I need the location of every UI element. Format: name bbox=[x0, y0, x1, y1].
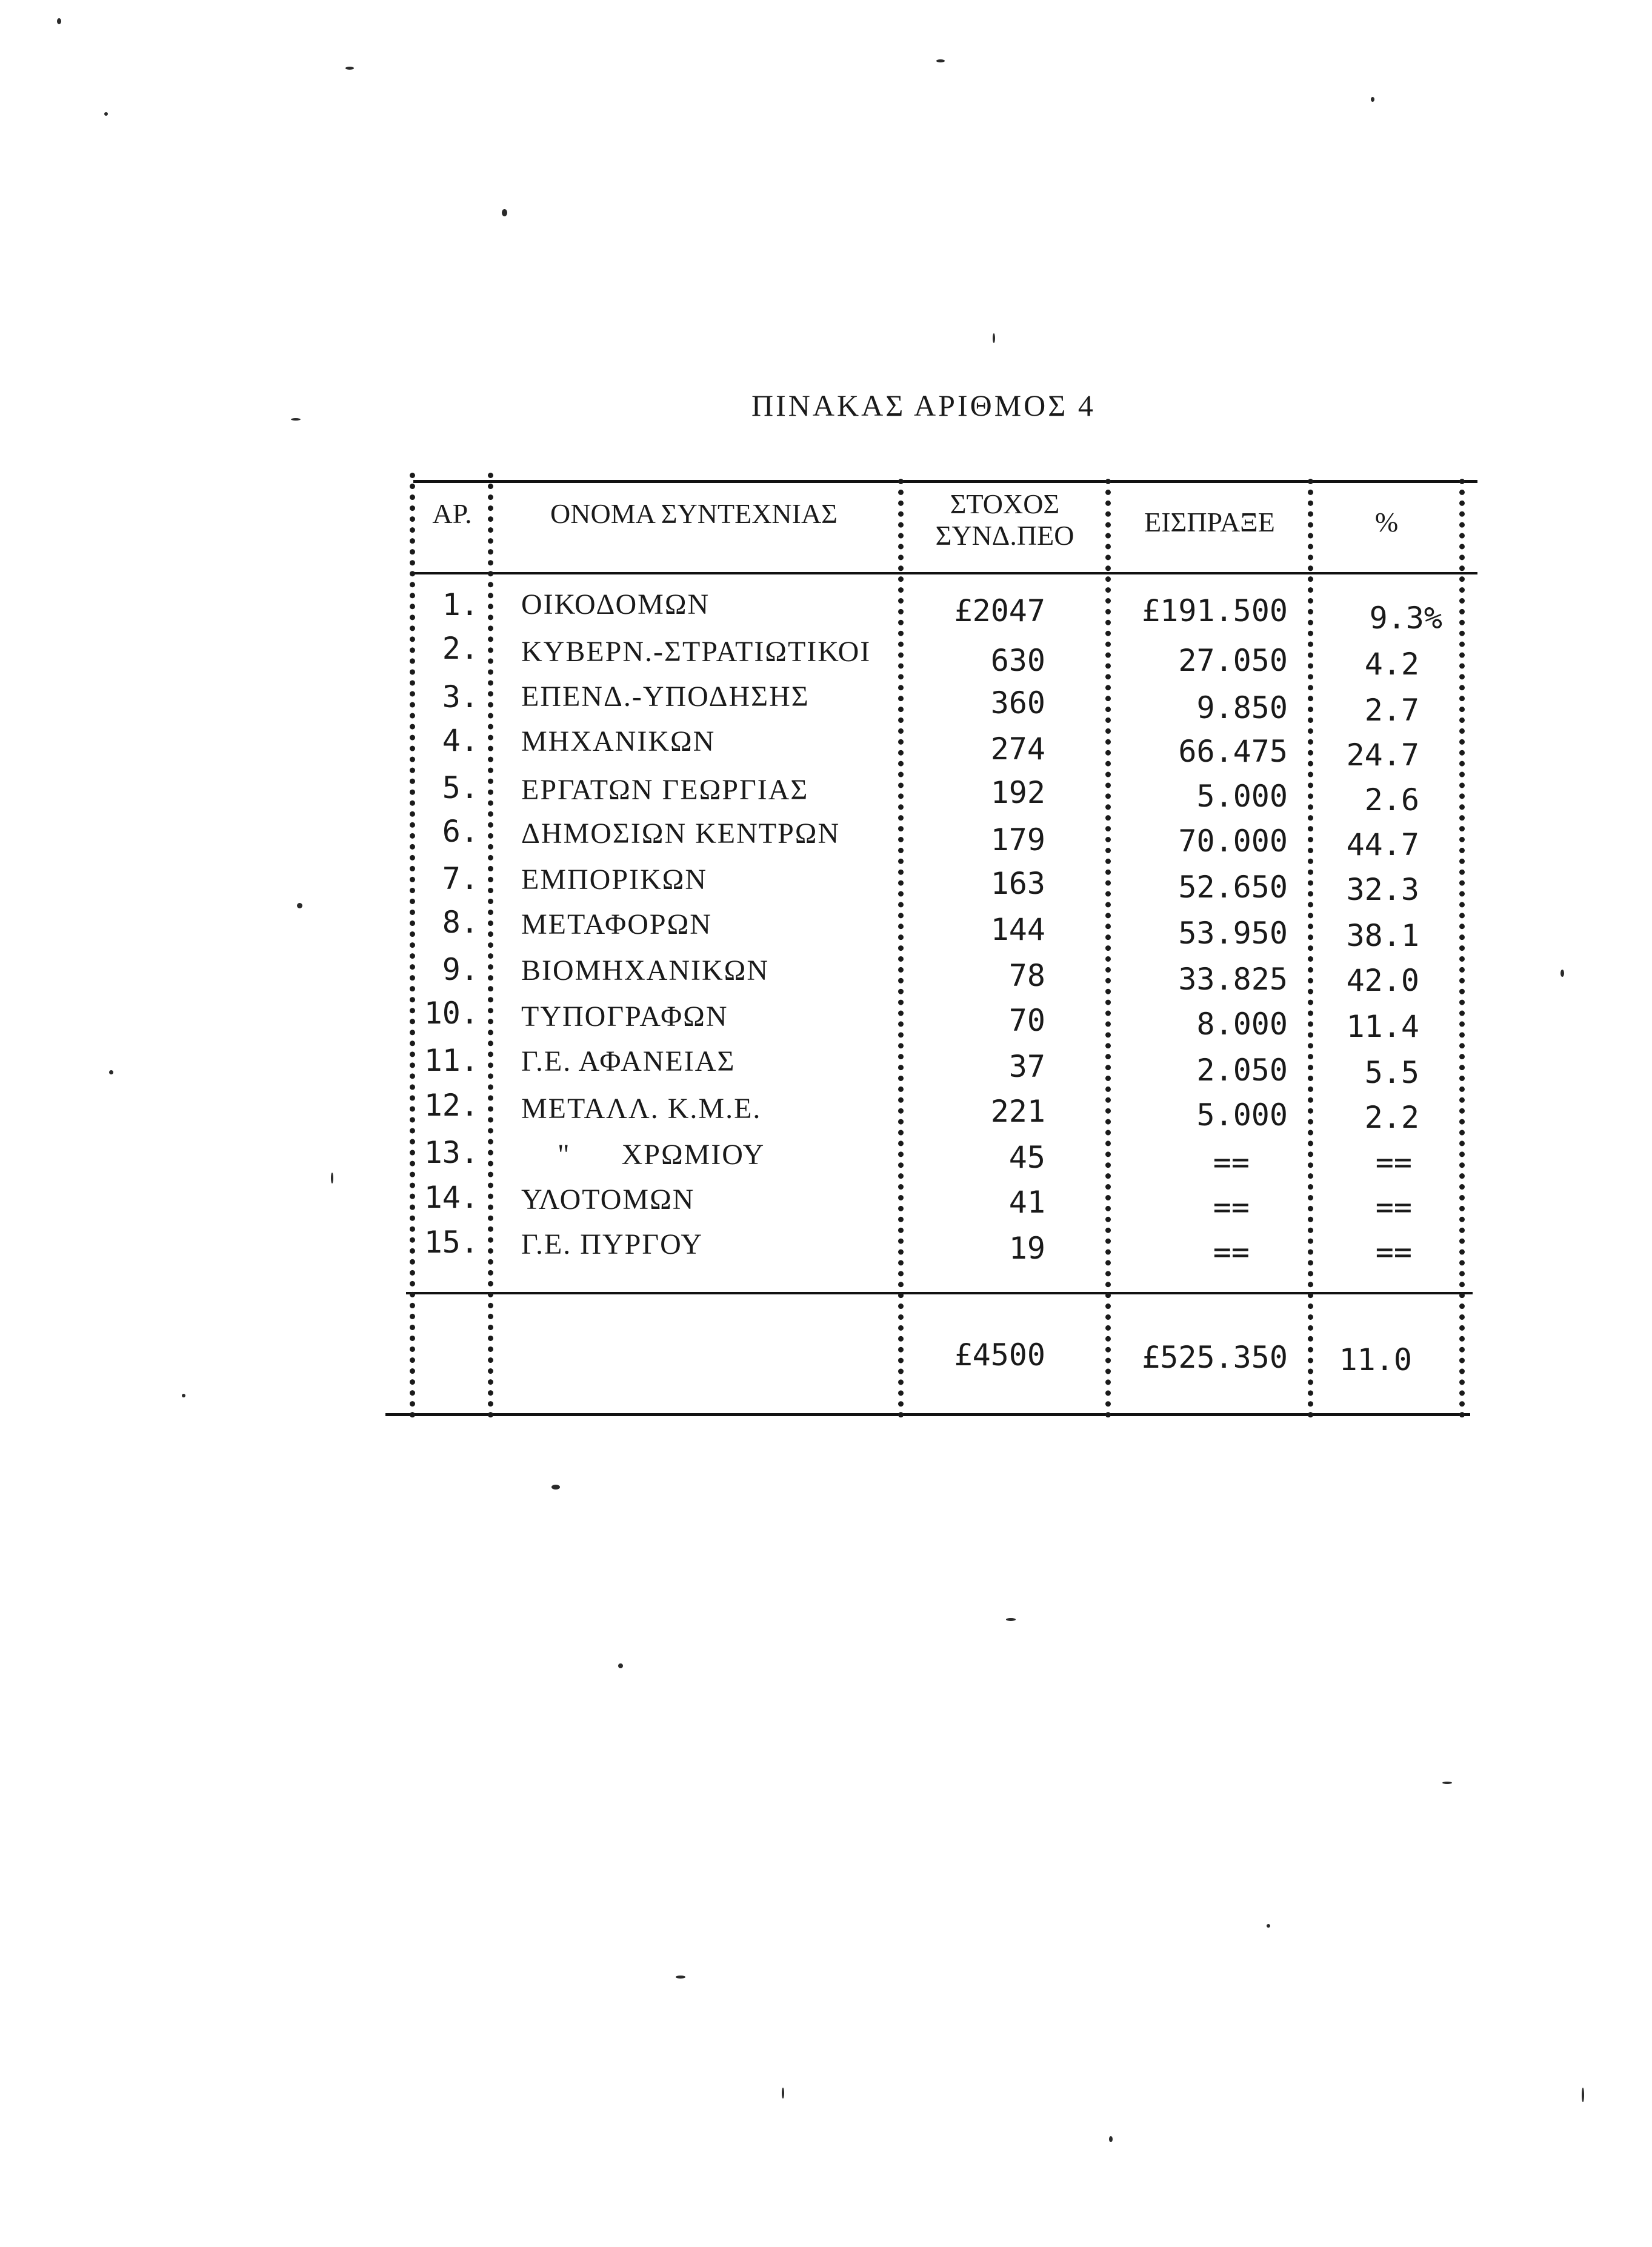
row-number: 5. bbox=[442, 770, 479, 805]
column-divider-right bbox=[1459, 479, 1465, 1418]
speck bbox=[782, 2088, 784, 2099]
row-number: 15. bbox=[424, 1225, 479, 1260]
speck bbox=[1006, 1618, 1016, 1621]
target-value: 78 bbox=[1008, 958, 1045, 993]
collected-value: 27.050 bbox=[1178, 643, 1288, 678]
collected-value: 9.850 bbox=[1196, 690, 1288, 725]
target-value: 19 bbox=[1008, 1231, 1045, 1266]
collected-value: 5.000 bbox=[1196, 779, 1288, 814]
target-value: 45 bbox=[1008, 1140, 1045, 1175]
collected-value: 53.950 bbox=[1178, 916, 1288, 951]
collected-value: 2.050 bbox=[1196, 1053, 1288, 1088]
speck bbox=[1442, 1782, 1452, 1784]
speck bbox=[502, 209, 507, 216]
row-number: 11. bbox=[424, 1043, 479, 1078]
row-number: 3. bbox=[442, 679, 479, 714]
speck bbox=[1267, 1924, 1270, 1928]
collected-value: == bbox=[1213, 1145, 1250, 1180]
total-target: £4500 bbox=[954, 1337, 1045, 1373]
speck bbox=[676, 1976, 685, 1979]
speck bbox=[297, 903, 302, 908]
union-name: ΕΡΓΑΤΩΝ ΓΕΩΡΓΙΑΣ bbox=[521, 774, 809, 806]
speck bbox=[551, 1485, 560, 1490]
union-name: ΔΗΜΟΣΙΩΝ ΚΕΝΤΡΩΝ bbox=[521, 817, 841, 850]
target-value: 144 bbox=[990, 912, 1045, 947]
percent-value: 2.2 bbox=[1364, 1100, 1419, 1135]
row-number: 10. bbox=[424, 996, 479, 1031]
target-value: 41 bbox=[1008, 1185, 1045, 1220]
speck bbox=[291, 418, 301, 421]
speck bbox=[1109, 2136, 1113, 2142]
percent-value: == bbox=[1375, 1190, 1412, 1225]
header-target-line1: ΣΤΟΧΟΣ bbox=[950, 488, 1060, 519]
speck bbox=[1560, 970, 1564, 977]
union-name: ΒΙΟΜΗΧΑΝΙΚΩΝ bbox=[521, 954, 769, 987]
percent-value: 32.3 bbox=[1346, 872, 1419, 907]
speck bbox=[109, 1070, 113, 1074]
target-value: 192 bbox=[990, 775, 1045, 810]
target-value: 163 bbox=[990, 866, 1045, 901]
row-number: 7. bbox=[442, 861, 479, 896]
row-number: 13. bbox=[424, 1135, 479, 1170]
percent-value: == bbox=[1375, 1234, 1412, 1270]
column-divider-name-target bbox=[898, 479, 904, 1418]
row-number: 6. bbox=[442, 814, 479, 849]
target-value: 221 bbox=[990, 1094, 1045, 1129]
target-value: 37 bbox=[1008, 1049, 1045, 1084]
column-divider-left bbox=[410, 473, 415, 1418]
total-percent: 11.0 bbox=[1339, 1342, 1412, 1377]
collected-value: 52.650 bbox=[1178, 870, 1288, 905]
target-value: 630 bbox=[990, 643, 1045, 678]
speck bbox=[993, 333, 995, 343]
union-name: " ΧΡΩΜΙΟΥ bbox=[558, 1139, 765, 1171]
percent-value: 2.7 bbox=[1364, 693, 1419, 728]
target-value: 360 bbox=[990, 685, 1045, 721]
row-number: 8. bbox=[442, 905, 479, 940]
percent-value: 24.7 bbox=[1346, 737, 1419, 773]
speck bbox=[104, 112, 108, 116]
speck bbox=[331, 1173, 333, 1183]
column-divider-collected-percent bbox=[1308, 479, 1313, 1418]
union-name: ΟΙΚΟΔΟΜΩΝ bbox=[521, 588, 710, 621]
collected-value: 33.825 bbox=[1178, 962, 1288, 997]
header-bottom-rule bbox=[413, 572, 1477, 574]
union-name: ΜΕΤΑΛΛ. Κ.Μ.Ε. bbox=[521, 1093, 762, 1125]
collected-value: 8.000 bbox=[1196, 1007, 1288, 1042]
union-name: ΚΥΒΕΡΝ.-ΣΤΡΑΤΙΩΤΙΚΟΙ bbox=[521, 636, 871, 668]
header-name: ΟΝΟΜΑ ΣΥΝΤΕΧΝΙΑΣ bbox=[550, 498, 838, 529]
union-name: ΜΕΤΑΦΟΡΩΝ bbox=[521, 908, 712, 940]
union-name: ΜΗΧΑΝΙΚΩΝ bbox=[521, 725, 716, 757]
row-number: 1. bbox=[442, 587, 479, 622]
column-divider-target-collected bbox=[1105, 479, 1111, 1418]
speck bbox=[618, 1663, 623, 1668]
speck bbox=[345, 67, 354, 70]
union-name: ΥΛΟΤΟΜΩΝ bbox=[521, 1183, 695, 1216]
speck bbox=[57, 18, 61, 24]
percent-value: 5.5 bbox=[1364, 1055, 1419, 1090]
target-value: 179 bbox=[990, 822, 1045, 857]
speck bbox=[1371, 97, 1374, 102]
table-title: ΠΙΝΑΚΑΣ ΑΡΙΘΜΟΣ 4 bbox=[751, 388, 1096, 422]
table-top-rule bbox=[413, 480, 1477, 483]
speck bbox=[1582, 2088, 1584, 2102]
header-target-line2: ΣΥΝΔ.ΠΕΟ bbox=[935, 520, 1074, 551]
collected-value: 70.000 bbox=[1178, 824, 1288, 859]
header-collected: ΕΙΣΠΡΑΞΕ bbox=[1144, 507, 1275, 538]
target-value: 70 bbox=[1008, 1003, 1045, 1038]
target-value: £2047 bbox=[954, 593, 1045, 628]
percent-value: 9.3% bbox=[1369, 601, 1442, 636]
percent-value: 11.4 bbox=[1346, 1009, 1419, 1044]
union-name: ΤΥΠΟΓΡΑΦΩΝ bbox=[521, 1000, 728, 1033]
union-name: ΕΜΠΟΡΙΚΩΝ bbox=[521, 864, 708, 896]
collected-value: £191.500 bbox=[1142, 593, 1288, 628]
column-divider-no-name bbox=[488, 473, 493, 1418]
union-name: ΕΠΕΝΔ.-ΥΠΟΔΗΣΗΣ bbox=[521, 681, 810, 713]
percent-value: 38.1 bbox=[1346, 918, 1419, 953]
percent-value: 2.6 bbox=[1364, 782, 1419, 817]
speck bbox=[182, 1394, 185, 1397]
union-name: Γ.Ε. ΠΥΡΓΟΥ bbox=[521, 1228, 704, 1260]
percent-value: 42.0 bbox=[1346, 963, 1419, 998]
row-number: 4. bbox=[442, 723, 479, 758]
target-value: 274 bbox=[990, 731, 1045, 767]
speck bbox=[936, 59, 945, 62]
collected-value: == bbox=[1213, 1234, 1250, 1270]
total-collected: £525.350 bbox=[1142, 1340, 1288, 1375]
header-no: ΑΡ. bbox=[432, 498, 472, 529]
row-number: 14. bbox=[424, 1180, 479, 1215]
union-name: Γ.Ε. ΑΦΑΝΕΙΑΣ bbox=[521, 1045, 736, 1077]
collected-value: 5.000 bbox=[1196, 1097, 1288, 1133]
collected-value: == bbox=[1213, 1190, 1250, 1225]
header-percent: % bbox=[1374, 507, 1399, 538]
collected-value: 66.475 bbox=[1178, 734, 1288, 769]
percent-value: 44.7 bbox=[1346, 827, 1419, 862]
percent-value: 4.2 bbox=[1364, 647, 1419, 682]
row-number: 9. bbox=[442, 952, 479, 987]
percent-value: == bbox=[1375, 1145, 1412, 1180]
row-number: 12. bbox=[424, 1088, 479, 1123]
row-number: 2. bbox=[442, 631, 479, 666]
